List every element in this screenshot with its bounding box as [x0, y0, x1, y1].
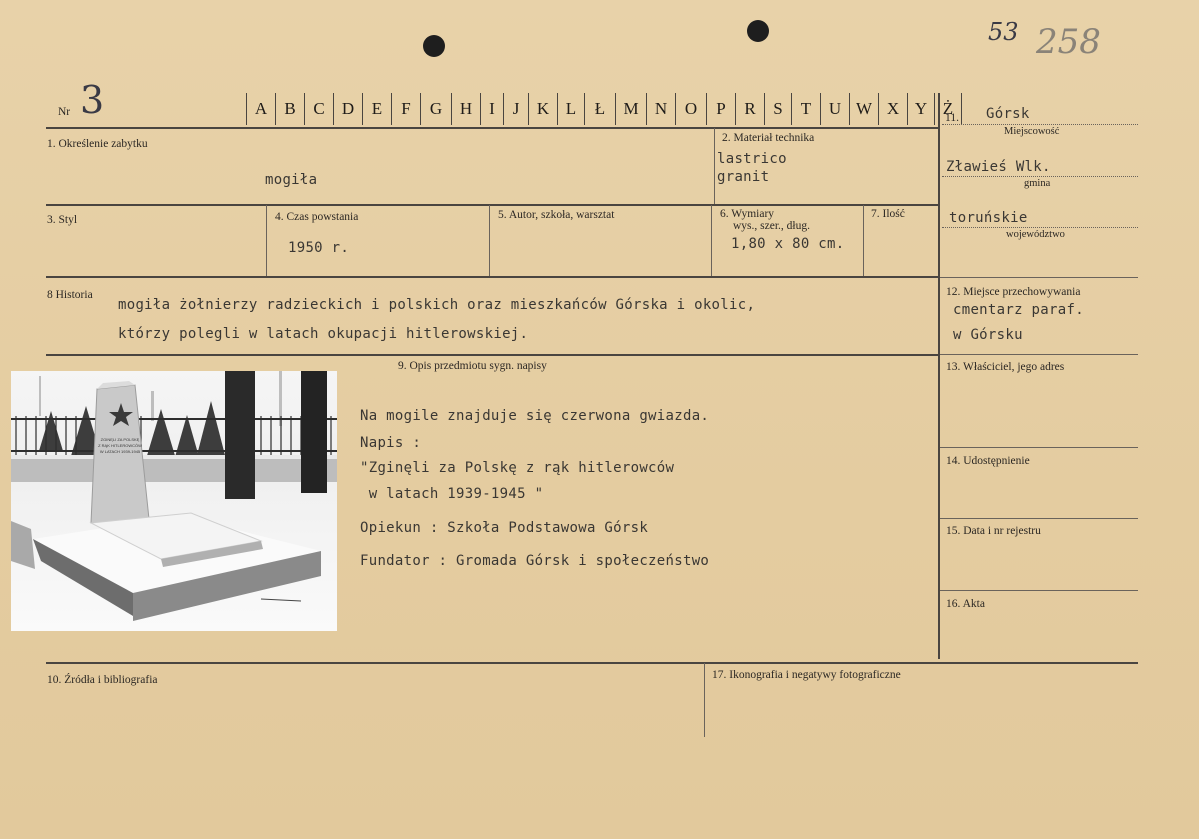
field-11-value: Górsk: [986, 106, 1030, 122]
alphabet-letter-s: S: [764, 93, 791, 125]
field-10-label: 10. Źródła i bibliografia: [47, 674, 158, 686]
field-9-line5: Opiekun : Szkoła Podstawowa Górsk: [360, 520, 649, 536]
field-3-label: 3. Styl: [47, 214, 78, 226]
alphabet-letter-j: J: [503, 93, 528, 125]
nr-label: Nr: [58, 106, 71, 118]
rule-right-13: [940, 354, 1138, 355]
field-4-label: 4. Czas powstania: [275, 211, 359, 223]
alphabet-letter-ł: Ł: [584, 93, 615, 125]
dots-wojewodztwo: [942, 227, 1138, 228]
rule-row3: [46, 276, 939, 278]
monument-photo: [11, 371, 337, 631]
field-11-sub: Miejscowość: [1004, 126, 1060, 137]
field-11-label: 11.: [945, 112, 959, 124]
field-17-label: 17. Ikonografia i negatywy fotograficzne: [712, 669, 901, 681]
corner-number-2: 258: [1036, 22, 1101, 62]
alphabet-letter-m: M: [615, 93, 646, 125]
field-8-line1: mogiła żołnierzy radzieckich i polskich oraz mieszkańców Górska i okolic,: [118, 297, 756, 313]
field-5-label: 5. Autor, szkoła, warsztat: [498, 209, 615, 221]
photo-inscription-2: Z RĄK HITLEROWCÓW: [98, 443, 142, 448]
field-12-line1: cmentarz paraf.: [953, 302, 1084, 318]
alphabet-letter-n: N: [646, 93, 675, 125]
field-1-value: mogiła: [265, 172, 318, 188]
dots-miejscowosc: [942, 124, 1138, 125]
gmina-value: Zławieś Wlk.: [946, 159, 1051, 175]
field-2-label: 2. Materiał technika: [722, 132, 815, 144]
rule-vertical-f4: [266, 205, 267, 276]
rule-top: [46, 127, 939, 129]
field-9-line4: w latach 1939-1945 ": [360, 486, 544, 502]
field-4-value: 1950 r.: [288, 240, 350, 256]
field-9-line6: Fundator : Gromada Górsk i społeczeństwo: [360, 553, 710, 569]
field-12-label: 12. Miejsce przechowywania: [946, 286, 1081, 298]
field-13-label: 13. Właściciel, jego adres: [946, 361, 1065, 373]
rule-vertical-f6: [711, 205, 712, 276]
rule-vertical-f2: [714, 128, 715, 204]
punch-hole-right: [747, 20, 769, 42]
rule-right-15: [940, 518, 1138, 519]
field-2-value-line2: granit: [717, 169, 770, 185]
alphabet-letter-w: W: [849, 93, 878, 125]
alphabet-letter-a: A: [246, 93, 275, 125]
wojewodztwo-value: toruńskie: [949, 210, 1028, 226]
alphabet-letter-y: Y: [907, 93, 934, 125]
nr-value: 3: [80, 78, 105, 122]
alphabet-letter-f: F: [391, 93, 420, 125]
alphabet-letter-u: U: [820, 93, 849, 125]
field-12-line2: w Górsku: [953, 327, 1023, 343]
rule-right-14: [940, 447, 1138, 448]
alphabet-letter-l: L: [557, 93, 584, 125]
photo-inscription-3: W LATACH 1939-1945: [99, 449, 141, 454]
field-15-label: 15. Data i nr rejestru: [946, 525, 1041, 537]
field-6-sublabel: wys., szer., dług.: [733, 220, 810, 232]
field-9-line3: "Zginęli za Polskę z rąk hitlerowców: [360, 460, 675, 476]
corner-number-1: 53: [988, 18, 1019, 46]
dots-gmina: [942, 176, 1138, 177]
rule-row2: [46, 204, 939, 206]
field-1-label: 1. Określenie zabytku: [47, 138, 148, 150]
alphabet-letter-h: H: [451, 93, 480, 125]
field-16-label: 16. Akta: [946, 598, 985, 610]
alphabet-letter-x: X: [878, 93, 907, 125]
rule-right-16: [940, 590, 1138, 591]
field-8-label: 8 Historia: [47, 289, 93, 301]
alphabet-index: [246, 93, 962, 125]
rule-vertical-f7: [863, 205, 864, 276]
alphabet-letter-o: O: [675, 93, 706, 125]
alphabet-letter-e: E: [362, 93, 391, 125]
alphabet-letter-t: T: [791, 93, 820, 125]
rule-vertical-main: [938, 93, 940, 659]
field-9-line1: Na mogile znajduje się czerwona gwiazda.: [360, 408, 710, 424]
field-6-label: 6. Wymiary: [720, 208, 775, 220]
field-14-label: 14. Udostępnienie: [946, 455, 1030, 467]
photo-inscription-1: ZGINĘLI ZA POLSKĘ: [100, 437, 140, 442]
punch-hole-left: [423, 35, 445, 57]
rule-right-12: [940, 277, 1138, 278]
monument-photo-image: [11, 371, 337, 631]
field-8-line2: którzy polegli w latach okupacji hitlerowskiej.: [118, 326, 529, 342]
field-9-label: 9. Opis przedmiotu sygn. napisy: [398, 360, 547, 372]
gmina-sub: gmina: [1024, 178, 1051, 189]
rule-vertical-f17: [704, 663, 705, 737]
rule-row4: [46, 354, 939, 356]
alphabet-letter-c: C: [304, 93, 333, 125]
field-6-value: 1,80 x 80 cm.: [731, 236, 845, 252]
rule-bottom: [46, 662, 1138, 664]
alphabet-letter-b: B: [275, 93, 304, 125]
alphabet-letter-p: P: [706, 93, 735, 125]
alphabet-letter-i: I: [480, 93, 503, 125]
alphabet-letter-k: K: [528, 93, 557, 125]
field-9-line2: Napis :: [360, 435, 422, 451]
alphabet-letter-g: G: [420, 93, 451, 125]
alphabet-letter-ż: Ż: [934, 93, 962, 125]
alphabet-letter-r: R: [735, 93, 764, 125]
field-7-label: 7. Ilość: [871, 208, 905, 220]
field-2-value-line1: lastrico: [717, 151, 787, 167]
rule-vertical-f5: [489, 205, 490, 276]
alphabet-letter-d: D: [333, 93, 362, 125]
wojewodztwo-sub: województwo: [1006, 229, 1065, 240]
